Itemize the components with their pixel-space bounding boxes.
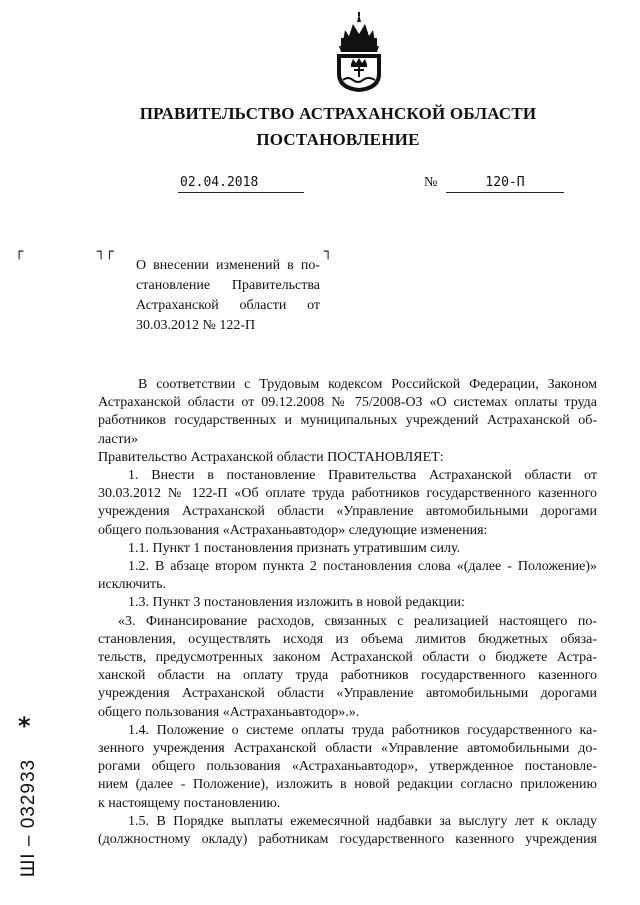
body-line: ханской области на оплату труда работников государственного казенного <box>98 668 597 684</box>
side-asterisk-mark: * <box>18 712 31 740</box>
body-line: учреждения Астраханской области «Управление автомобильными дорогами <box>98 504 597 520</box>
body-line: работников государственных и муниципальных учреждений Астраханской об- <box>98 413 597 429</box>
body-line: общего пользования «Астраханьавтодор» следующие изменения: <box>98 522 488 538</box>
body-line: (должностному окладу) работникам государственного казенного учреждения <box>98 832 597 848</box>
subject-line: Астраханской области от <box>136 298 320 313</box>
left-corner-mark: ┌ <box>15 244 24 260</box>
subject-line: становление Правительства <box>136 278 320 293</box>
body-line: 1. Внести в постановление Правительства Астраханской области от <box>128 468 597 484</box>
body-line: В соответствии с Трудовым кодексом Российской Федерации, Законом <box>138 377 597 392</box>
decree-subject <box>136 256 320 336</box>
coat-of-arms-icon <box>331 12 387 94</box>
body-line: исключить. <box>98 577 166 593</box>
decree-body <box>98 376 597 849</box>
body-line: 30.03.2012 № 122-П «Об оплате труда работников государственного казенного <box>98 486 597 502</box>
body-line: общего пользования «Астраханьавтодор».». <box>98 704 360 720</box>
body-line: нием (далее - Положение), изложить в новой редакции согласно приложению <box>98 777 597 793</box>
decree-date: 02.04.2018 <box>178 175 304 193</box>
body-line: 1.4. Положение о системе оплаты труда работников государственного ка- <box>128 722 597 738</box>
body-line: становления, осуществлять исходя из объема лимитов бюджетных обяза- <box>98 631 597 647</box>
subject-line: О внесении изменений в по- <box>136 258 320 273</box>
decree-number: 120-П <box>446 175 564 193</box>
body-line: 1.1. Пункт 1 постановления признать утратившим силу. <box>128 540 461 556</box>
number-sign: № <box>424 175 438 190</box>
body-line: 1.2. В абзаце втором пункта 2 постановления слова «(далее - Положение)» <box>128 559 597 575</box>
subject-close-mark: ┐ <box>324 244 333 260</box>
body-line: ласти» <box>98 431 139 447</box>
subject-open-mark: ┐┌ <box>97 244 114 260</box>
body-line: зенного учреждения Астраханской области «Управление автомобильными до- <box>98 741 597 757</box>
side-serial-code <box>14 738 44 898</box>
body-line: 1.5. В Порядке выплаты ежемесячной надбавки за выслугу лет к окладу <box>128 813 597 829</box>
document-type-title: ПОСТАНОВЛЕНИЕ <box>256 130 420 149</box>
subject-line: 30.03.2012 № 122-П <box>136 318 256 333</box>
government-title: ПРАВИТЕЛЬСТВО АСТРАХАНСКОЙ ОБЛАСТИ <box>139 104 537 123</box>
body-line: рогами общего пользования «Астраханьавтодор», утвержденное постановле- <box>98 759 597 775</box>
body-line: тельств, предусмотренных законом Астраханской области о бюджете Астра- <box>98 650 597 666</box>
side-serial-text: ШI – 032933 <box>18 758 39 878</box>
body-line: Правительство Астраханской области ПОСТАНОВЛЯЕТ: <box>98 449 444 465</box>
body-line: 1.3. Пункт 3 постановления изложить в новой редакции: <box>128 595 465 611</box>
body-line: «3. Финансирование расходов, связанных с реализацией настоящего по- <box>118 613 597 629</box>
body-line: учреждения Астраханской области «Управление автомобильными дорогами <box>98 686 597 702</box>
body-line: Астраханской области от 09.12.2008 № 75/2008-ОЗ «О системах оплаты труда <box>98 395 597 411</box>
body-line: к настоящему постановлению. <box>98 795 281 811</box>
